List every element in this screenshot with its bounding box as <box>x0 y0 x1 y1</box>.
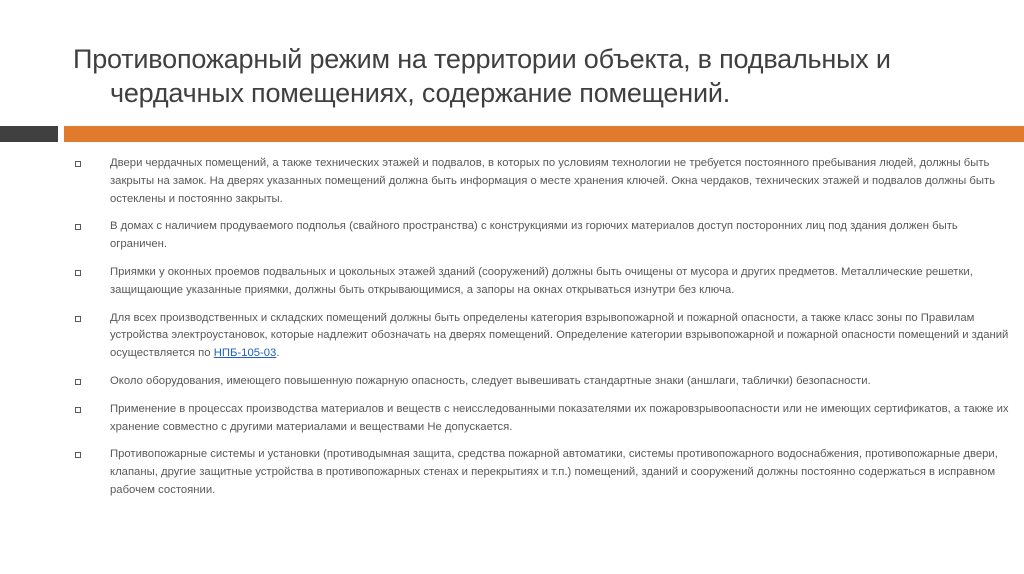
bullet-text-end: . <box>276 347 280 360</box>
bullet-list <box>73 155 1013 510</box>
bullet-text: В домах с наличием продуваемого подполья (свайного пространства) с конструкциями из горючих материалов доступ посторонних лиц под здания должен быть ограничен. <box>110 220 958 251</box>
npb-105-03-link[interactable]: НПБ-105-03 <box>213 347 277 360</box>
square-bullet-icon <box>75 270 81 276</box>
bullet-text <box>110 312 1008 360</box>
title-divider-orange <box>64 126 1024 142</box>
square-bullet-icon <box>75 452 81 458</box>
bullet-text: Противопожарные системы и установки (противодымная защита, средства пожарной автоматики, системы противопожарного водоснабжения, противопожарные двери, клапаны, другие защитные устройства в противопожарных стенах и перекрытиях и т.п.) помещений, зданий и сооружений должны постоянно содержаться в исправном рабочем состоянии. <box>110 448 998 496</box>
list-item <box>73 264 1013 300</box>
slide-title-line-2: чердачных помещениях, содержание помещений. <box>110 78 731 108</box>
list-item <box>73 373 1013 391</box>
bullet-text: Двери чердачных помещений, а также технических этажей и подвалов, в которых по условиям технологии не требуется постоянного пребывания людей, должны быть закрыты на замок. На дверях указанных помещений должна быть информация о месте хранения ключей. Окна чердаков, технических этажей и подвалов должны быть остеклены и постоянно закрыты. <box>110 157 996 205</box>
square-bullet-icon <box>75 224 81 230</box>
square-bullet-icon <box>75 161 81 167</box>
list-item <box>73 446 1013 499</box>
slide-title-line-1: Противопожарный режим на территории объекта, в подвальных и <box>73 44 891 74</box>
square-bullet-icon <box>75 316 81 322</box>
bullet-text: Приямки у оконных проемов подвальных и цокольных этажей зданий (сооружений) должны быть очищены от мусора и других предметов. Металлические решетки, защищающие указанные приямки, должны быть открывающимися, а запоры на окнах открываться изнутри без ключа. <box>110 265 973 296</box>
list-item <box>73 218 1013 254</box>
bullet-text-main: Для всех производственных и складских помещений должны быть определены категория взрывопожарной и пожарной опасности, а также класс зоны по Правилам устройства электроустановок, которые надлежит обозначать на дверях помещений. Определение категории взрывопожарной и пожарной опасности помещений и зданий осуществляется по <box>110 311 1009 360</box>
list-item <box>73 155 1013 208</box>
square-bullet-icon <box>75 379 81 385</box>
bullet-text: Применение в процессах производства материалов и веществ с неисследованными показателями их пожаровзрывоопасности или не имеющих сертификатов, а также их хранение совместно с другими материалами и веществами Не допускается. <box>110 402 1009 433</box>
bullet-text: Около оборудования, имеющего повышенную пожарную опасность, следует вывешивать стандартные знаки (аншлаги, таблички) безопасности. <box>110 374 871 387</box>
slide-title <box>73 42 973 110</box>
list-item <box>73 401 1013 437</box>
list-item <box>73 310 1013 363</box>
square-bullet-icon <box>75 407 81 413</box>
title-divider-dark <box>0 126 58 142</box>
